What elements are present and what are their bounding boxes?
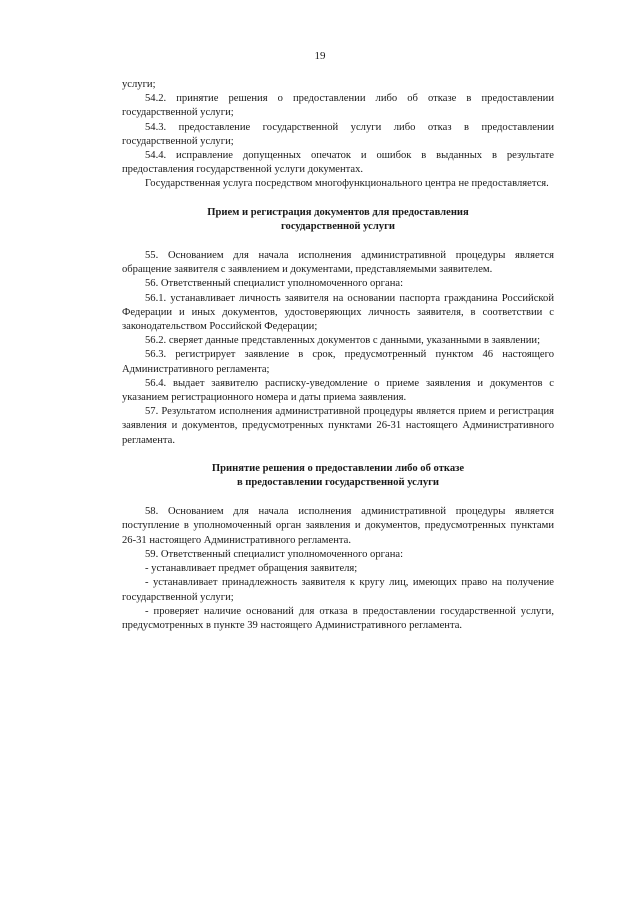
section-heading-line: государственной услуги bbox=[281, 220, 395, 232]
paragraph: 57. Результатом исполнения административной процедуры является прием и регистрация заявления и документов, предусмотренных пунктами 26-31 настоящего Административного регламента. bbox=[122, 406, 554, 446]
section-heading-decision bbox=[122, 462, 554, 490]
paragraph: 56.1. устанавливает личность заявителя на основании паспорта гражданина Российской Федерации и иных документов, удостоверяющих личность заявителя, в соответствии с законодательством Российской Федерации; bbox=[122, 292, 554, 333]
section-heading-reception bbox=[122, 206, 554, 234]
paragraph: Государственная услуга посредством многофункционального центра не предоставляется. bbox=[145, 178, 549, 190]
section-heading-line: Принятие решения о предоставлении либо об отказе bbox=[211, 462, 465, 474]
page-number: 19 bbox=[314, 50, 326, 62]
paragraph: 59. Ответственный специалист уполномоченного органа: bbox=[145, 548, 404, 560]
document-body bbox=[122, 78, 554, 633]
paragraph: услуги; bbox=[122, 79, 156, 90]
paragraph: 58. Основанием для начала исполнения административной процедуры является поступление в уполномоченный орган заявления и документов, предусмотренных пунктами 26-31 настоящего Административного регламента. bbox=[122, 506, 554, 546]
paragraph: 56.3. регистрирует заявление в срок, предусмотренный пунктом 46 настоящего Административного регламента; bbox=[122, 349, 554, 375]
paragraph: - устанавливает принадлежность заявителя к кругу лиц, имеющих право на получение государственной услуги; bbox=[122, 577, 554, 603]
paragraph: 56.2. сверяет данные представленных документов с данными, указанными в заявлении; bbox=[145, 335, 541, 347]
paragraph: 55. Основанием для начала исполнения административной процедуры является обращение заявителя с заявлением и документами, представляемыми заявителем. bbox=[122, 250, 554, 276]
paragraph: 54.4. исправление допущенных опечаток и ошибок в выданных в результате предоставления государственной услуги документах. bbox=[122, 150, 554, 176]
paragraph: 54.2. принятие решения о предоставлении либо об отказе в предоставлении государственной услуги; bbox=[122, 93, 554, 119]
paragraph: - устанавливает предмет обращения заявителя; bbox=[145, 563, 358, 575]
paragraph: 56. Ответственный специалист уполномоченного органа: bbox=[145, 278, 404, 290]
paragraph: 54.3. предоставление государственной услуги либо отказ в предоставлении государственной услуги; bbox=[122, 121, 554, 147]
section-heading-line: Прием и регистрация документов для предоставления bbox=[207, 206, 469, 218]
paragraph: 56.4. выдает заявителю расписку-уведомление о приеме заявления и документов с указанием регистрационного номера и даты приема заявления. bbox=[122, 377, 554, 404]
section-heading-line: в предоставлении государственной услуги bbox=[236, 477, 440, 489]
paragraph: - проверяет наличие оснований для отказа в предоставлении государственной услуги, предусмотренных в пункте 39 настоящего Административного регламента. bbox=[122, 605, 554, 631]
